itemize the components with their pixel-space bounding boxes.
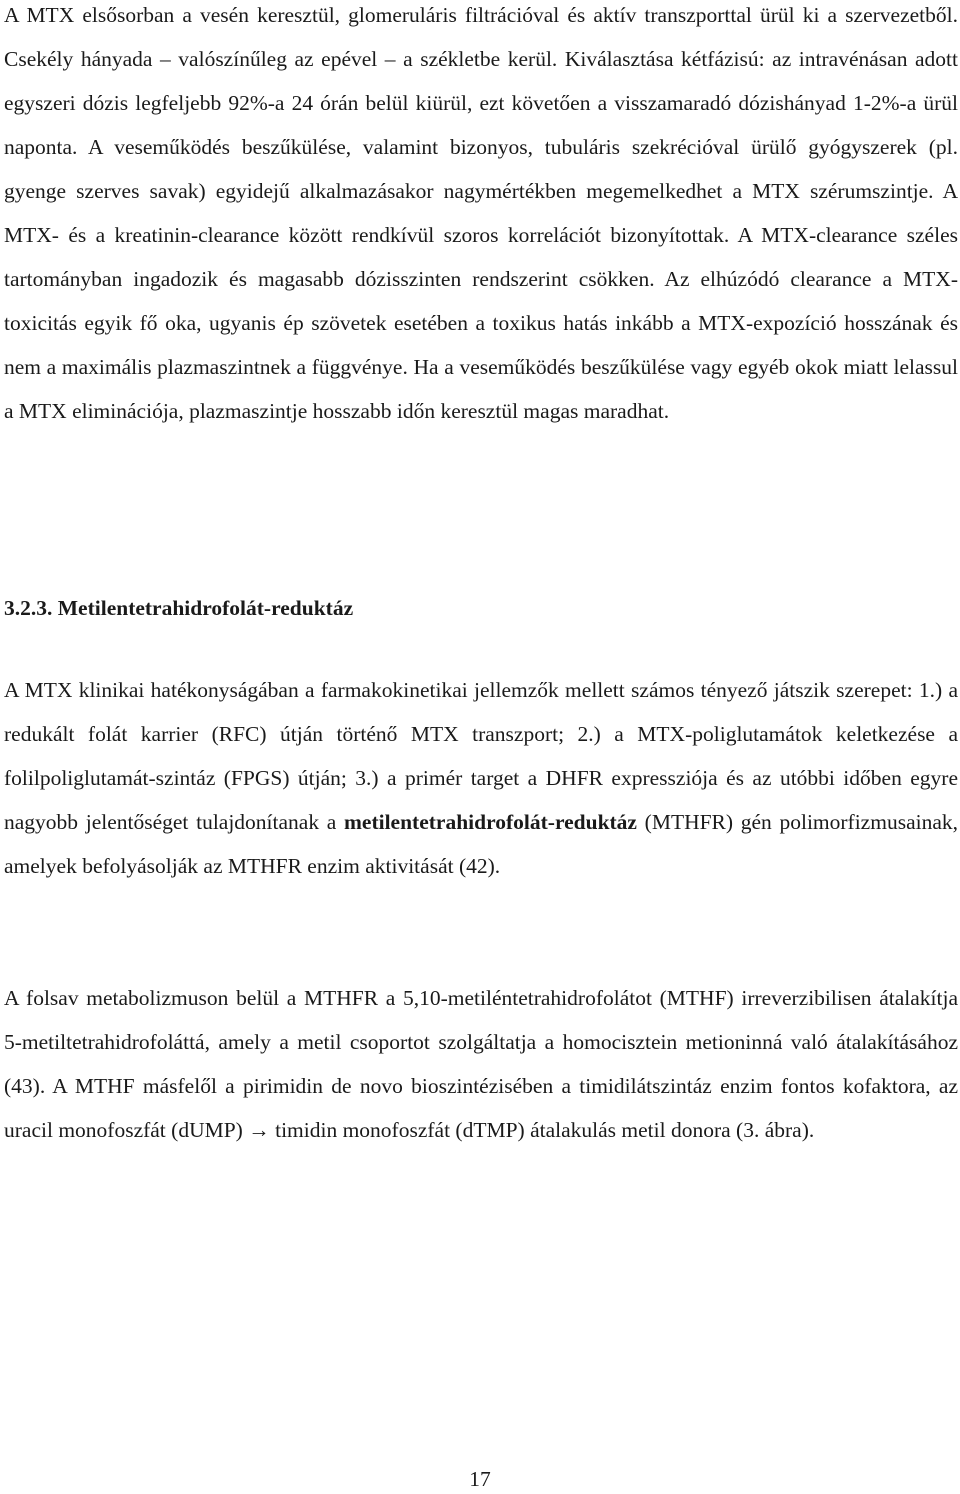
paragraph-2-text-b: (MTHFR) gén polimorfizmusainak, amelyek befolyásolják az MTHFR enzim aktivitását (42). xyxy=(4,810,958,878)
paragraph-2-bold-term: metilentetrahidrofolát-reduktáz xyxy=(344,810,637,834)
section-heading: 3.2.3. Metilentetrahidrofolát-reduktáz xyxy=(4,596,354,620)
arrow-icon: → xyxy=(248,1118,270,1142)
paragraph-3-text-a: A folsav metabolizmuson belül a MTHFR a 5,10-metiléntetrahidrofolátot (MTHF) irreverzibilisen átalakítja 5-metiltetrahidrofoláttá, amely a metil csoportot szolgáltatja a homocisztein metioninná való átalakításához (43). A MTHF másfelől a pirimidin de novo bioszintézisében a timidilátszintáz enzim fontos kofaktora, az uracil monofoszfát (dUMP) xyxy=(4,986,958,1142)
page-number: 17 xyxy=(469,1467,491,1491)
paragraph-2-text-a: A MTX klinikai hatékonyságában a farmakokinetikai jellemzők mellett számos tényező játszik szerepet: 1.) a redukált folát karrier (RFC) útján történő MTX transzport; 2.) a MTX-poliglutamátok keletkezése a folilpoliglutamát-szintáz (FPGS) útján; 3.) a primér target a DHFR expressziója és az utóbbi időben egyre nagyobb jelentőséget tulajdonítanak a xyxy=(4,678,958,834)
paragraph-mtx-elimination: A MTX elsősorban a vesén keresztül, glomeruláris filtrációval és aktív transzporttal ürül ki a szervezetből. Csekély hányada – valószínűleg az epével – a székletbe kerül. Kiválasztása kétfázisú: az intravénásan adott egyszeri dózis legfeljebb 92%-a 24 órán belül kiürül, ezt követően a visszamaradó dózishányad 1-2%-a ürül naponta. A veseműködés beszűkülése, valamint bizonyos, tubuláris szekrécióval ürülő gyógyszerek (pl. gyenge szerves savak) egyidejű alkalmazásakor nagymértékben megemelkedhet a MTX szérumszintje. A MTX- és a kreatinin-clearance között rendkívül szoros korrelációt bizonyítottak. A MTX-clearance széles tartományban ingadozik és magasabb dózisszinten rendszerint csökken. Az elhúzódó clearance a MTX-toxicitás egyik fő oka, ugyanis ép szövetek esetében a toxikus hatás inkább a MTX-expozíció hosszának és nem a maximális plazmaszintnek a függvénye. Ha a veseműködés beszűkülése vagy egyéb okok miatt lelassul a MTX eliminációja, plazmaszintje hosszabb időn keresztül magas maradhat. xyxy=(4,3,958,423)
paragraph-mtx-efficacy xyxy=(4,668,958,888)
paragraph-folate-metabolism xyxy=(4,976,958,1152)
paragraph-3-text-b: timidin monofoszfát (dTMP) átalakulás metil donora (3. ábra). xyxy=(269,1118,815,1142)
